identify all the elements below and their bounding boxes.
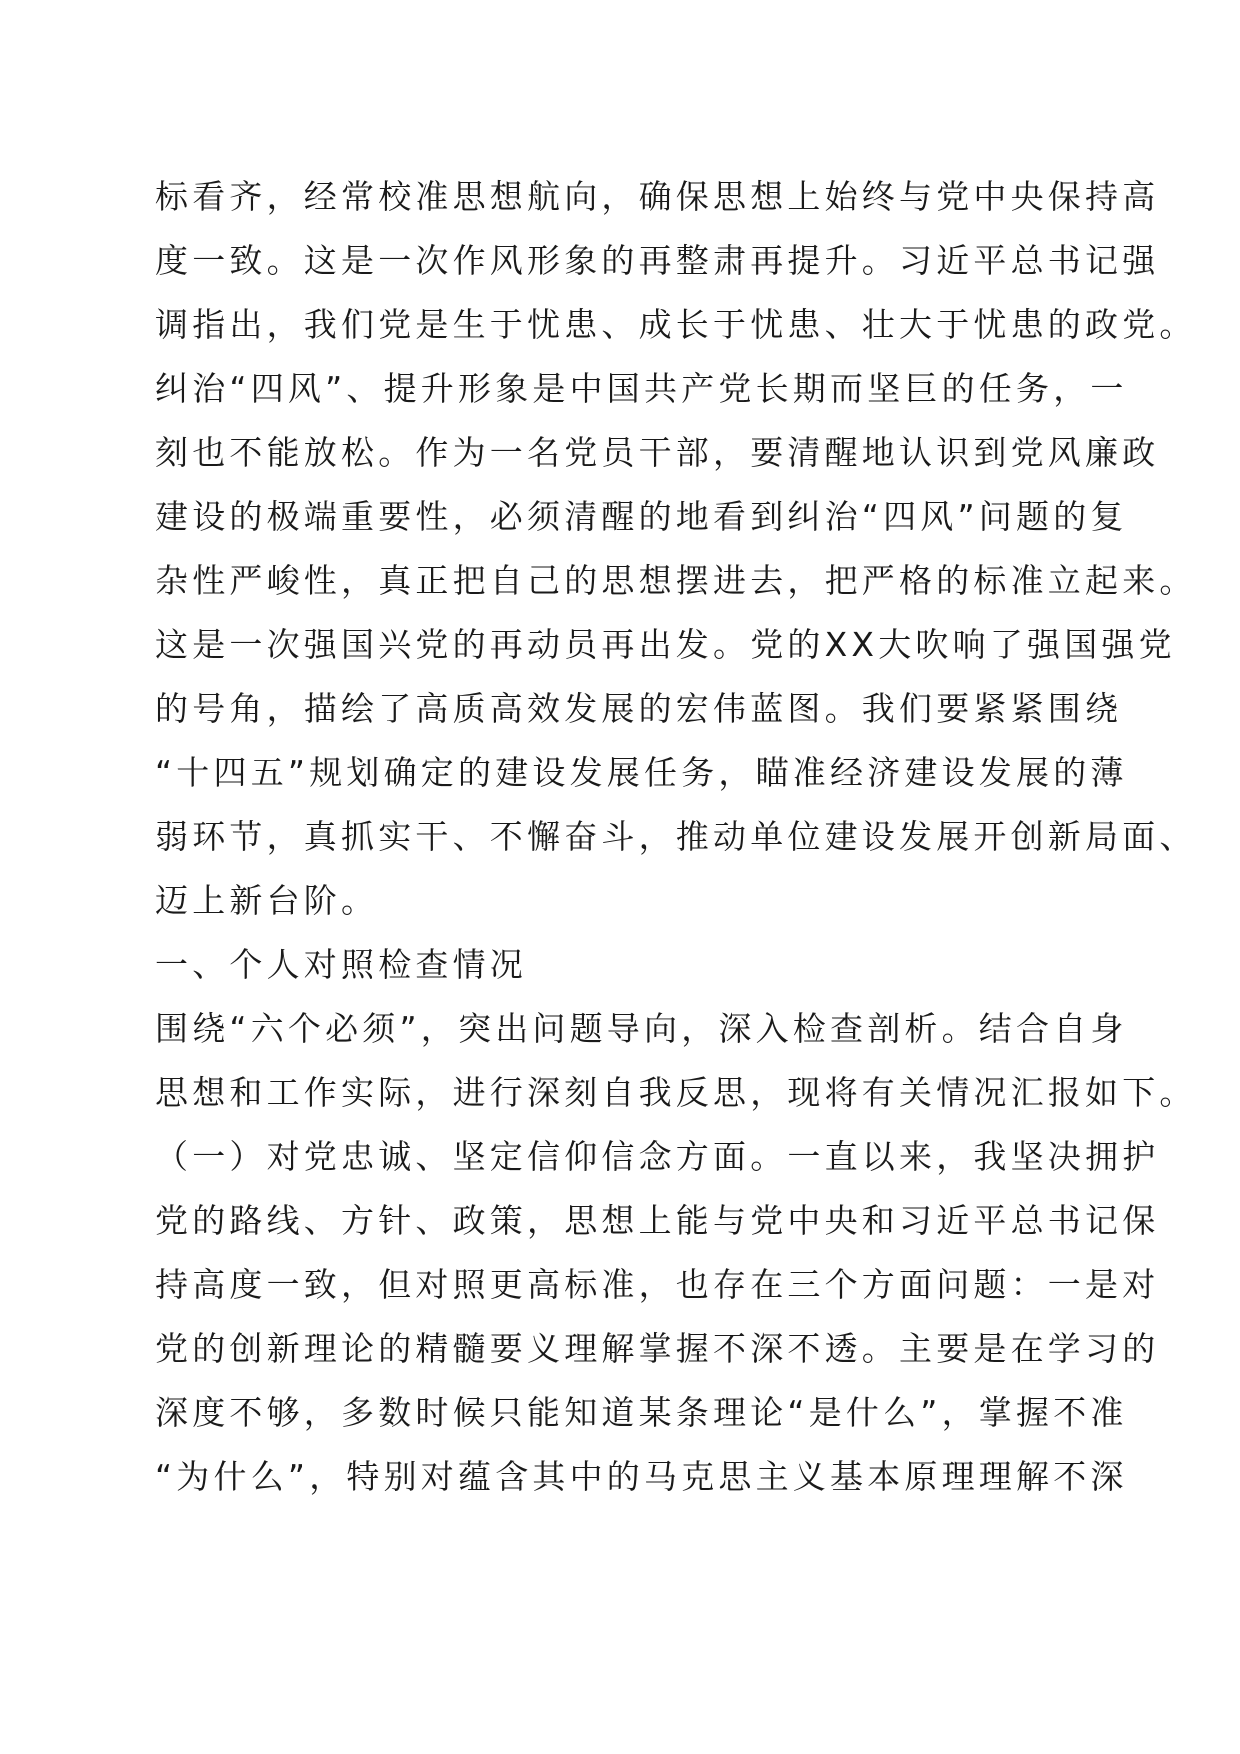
text-line-2: 度一致。这是一次作风形象的再整肃再提升。习近平总书记强 xyxy=(155,241,1160,280)
text-line-4: 纠治“四风”、提升形象是中国共产党长期而坚巨的任务，一 xyxy=(155,369,1128,408)
text-line-18: 持高度一致，但对照更高标准，也存在三个方面问题：一是对 xyxy=(155,1265,1160,1304)
text-line-3: 调指出，我们党是生于忧患、成长于忧患、壮大于忧患的政党。 xyxy=(155,305,1197,344)
text-line-8: 这是一次强国兴党的再动员再出发。党的XX大吹响了强国强党 xyxy=(155,625,1176,664)
text-line-15: 思想和工作实际，进行深刻自我反思，现将有关情况汇报如下。 xyxy=(155,1073,1197,1112)
text-line-16: （一）对党忠诚、坚定信仰信念方面。一直以来，我坚决拥护 xyxy=(155,1137,1160,1176)
text-line-20: 深度不够，多数时候只能知道某条理论“是什么”，掌握不准 xyxy=(155,1393,1128,1432)
text-line-6: 建设的极端重要性，必须清醒的地看到纠治“四风”问题的复 xyxy=(155,497,1128,536)
text-line-14: 围绕“六个必须”，突出问题导向，深入检查剖析。结合自身 xyxy=(155,1009,1128,1048)
text-line-10: “十四五”规划确定的建设发展任务，瞄准经济建设发展的薄 xyxy=(155,753,1128,792)
text-line-17: 党的路线、方针、政策，思想上能与党中央和习近平总书记保 xyxy=(155,1201,1160,1240)
text-line-7: 杂性严峻性，真正把自己的思想摆进去，把严格的标准立起来。 xyxy=(155,561,1197,600)
text-line-11: 弱环节，真抓实干、不懈奋斗，推动单位建设发展开创新局面、 xyxy=(155,817,1197,856)
text-line-19: 党的创新理论的精髓要义理解掌握不深不透。主要是在学习的 xyxy=(155,1329,1160,1368)
section-heading: 一、个人对照检查情况 xyxy=(155,945,527,984)
document-body xyxy=(155,165,1197,1509)
text-line-12: 迈上新台阶。 xyxy=(155,881,379,920)
text-line-5: 刻也不能放松。作为一名党员干部，要清醒地认识到党风廉政 xyxy=(155,433,1160,472)
text-line-9: 的号角，描绘了高质高效发展的宏伟蓝图。我们要紧紧围绕 xyxy=(155,689,1123,728)
text-line-21: “为什么”，特别对蕴含其中的马克思主义基本原理理解不深 xyxy=(155,1457,1128,1496)
text-line-1: 标看齐，经常校准思想航向，确保思想上始终与党中央保持高 xyxy=(155,177,1160,216)
